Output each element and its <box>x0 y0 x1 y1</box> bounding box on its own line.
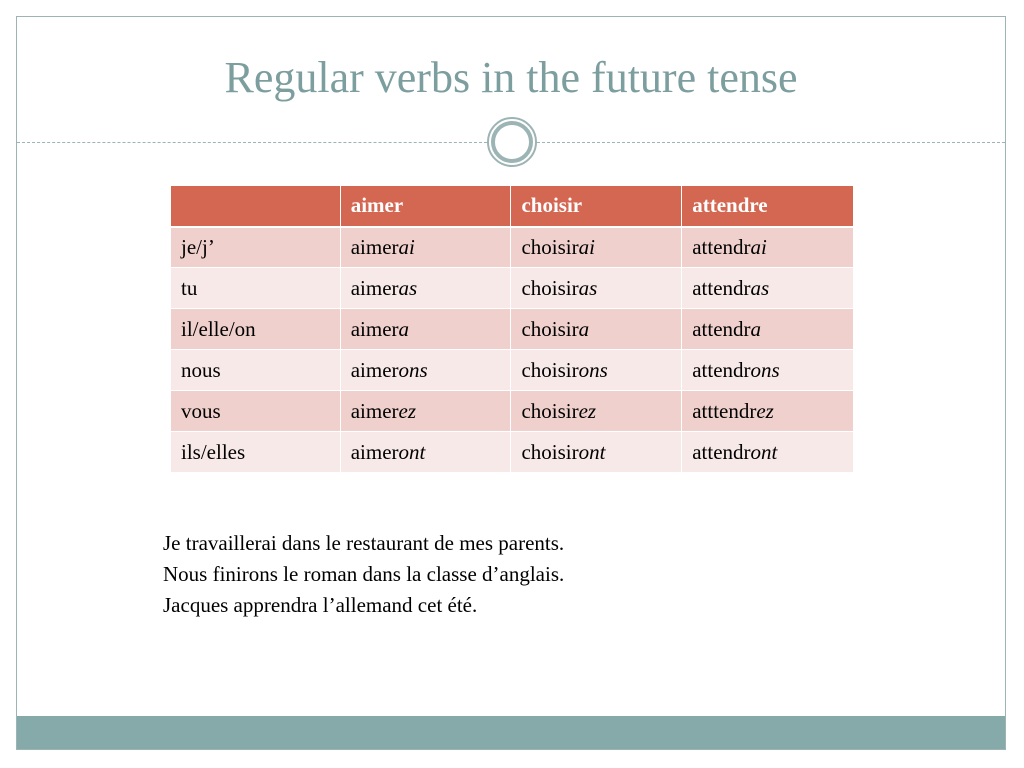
verb-stem: aimer <box>350 316 399 341</box>
verb-stem: choisir <box>521 316 579 341</box>
pronoun-cell: ils/elles <box>171 432 341 473</box>
verb-ending: ont <box>578 439 606 464</box>
verb-stem: choisir <box>521 357 579 382</box>
conjugation-cell <box>340 268 511 309</box>
conjugation-cell <box>511 268 682 309</box>
verb-ending: as <box>578 275 598 300</box>
pronoun-cell: tu <box>171 268 341 309</box>
verb-ending: ons <box>398 357 428 382</box>
pronoun-cell: il/elle/on <box>171 309 341 350</box>
verb-ending: ons <box>578 357 608 382</box>
example-sentences <box>163 528 564 621</box>
table-row <box>171 432 854 473</box>
conjugation-cell <box>511 350 682 391</box>
verb-ending: ai <box>398 234 415 259</box>
verb-stem: choisir <box>521 398 579 423</box>
verb-conjugation-table <box>170 185 854 473</box>
verb-stem: choisir <box>521 439 579 464</box>
header-cell-pronoun <box>171 186 341 227</box>
conjugation-cell <box>511 391 682 432</box>
table-row <box>171 391 854 432</box>
verb-stem: attendr <box>692 357 751 382</box>
verb-ending: ai <box>578 234 595 259</box>
conjugation-cell <box>511 227 682 268</box>
verb-ending: ez <box>398 398 417 423</box>
conjugation-cell <box>682 432 854 473</box>
verb-ending: ont <box>398 439 426 464</box>
slide-title: Regular verbs in the future tense <box>224 53 798 102</box>
conjugation-cell <box>682 391 854 432</box>
pronoun-cell: je/j’ <box>171 227 341 268</box>
title-divider-left <box>17 142 487 143</box>
conjugation-cell <box>682 309 854 350</box>
verb-stem: atttendr <box>692 398 757 423</box>
table-row <box>171 309 854 350</box>
verb-stem: aimer <box>350 439 399 464</box>
verb-ending: as <box>398 275 418 300</box>
conjugation-cell <box>340 350 511 391</box>
header-cell-attendre: attendre <box>682 186 854 227</box>
conjugation-cell <box>511 432 682 473</box>
conjugation-cell <box>340 391 511 432</box>
verb-ending: ons <box>750 357 780 382</box>
verb-stem: aimer <box>350 398 399 423</box>
table-header-row <box>171 186 854 227</box>
circle-ornament-icon <box>485 115 539 169</box>
example-sentence: Nous finirons le roman dans la classe d’anglais. <box>163 562 565 586</box>
footer-band <box>17 716 1005 749</box>
header-cell-aimer: aimer <box>340 186 511 227</box>
verb-stem: choisir <box>521 234 579 259</box>
table-row <box>171 227 854 268</box>
conjugation-cell <box>340 432 511 473</box>
verb-stem: aimer <box>350 275 399 300</box>
verb-stem: aimer <box>350 234 399 259</box>
verb-stem: aimer <box>350 357 399 382</box>
verb-stem: attendr <box>692 234 751 259</box>
conjugation-cell <box>340 309 511 350</box>
verb-ending: ez <box>756 398 774 423</box>
conjugation-cell <box>682 268 854 309</box>
title-divider-right <box>537 142 1005 143</box>
verb-stem: attendr <box>692 439 751 464</box>
verb-stem: attendr <box>692 316 751 341</box>
verb-ending: a <box>750 316 762 341</box>
verb-ending: a <box>578 316 590 341</box>
table-row <box>171 350 854 391</box>
verb-ending: a <box>398 316 410 341</box>
pronoun-cell: nous <box>171 350 341 391</box>
verb-ending: ez <box>578 398 597 423</box>
conjugation-cell <box>511 309 682 350</box>
verb-ending: as <box>750 275 770 300</box>
verb-stem: attendr <box>692 275 751 300</box>
pronoun-cell: vous <box>171 391 341 432</box>
table-row <box>171 268 854 309</box>
conjugation-cell <box>340 227 511 268</box>
conjugation-cell <box>682 227 854 268</box>
verb-ending: ai <box>750 234 767 259</box>
example-sentence: Je travaillerai dans le restaurant de mes parents. <box>163 531 565 555</box>
example-sentence: Jacques apprendra l’allemand cet été. <box>163 593 478 617</box>
verb-ending: ont <box>750 439 778 464</box>
verb-stem: choisir <box>521 275 579 300</box>
conjugation-cell <box>682 350 854 391</box>
header-cell-choisir: choisir <box>511 186 682 227</box>
